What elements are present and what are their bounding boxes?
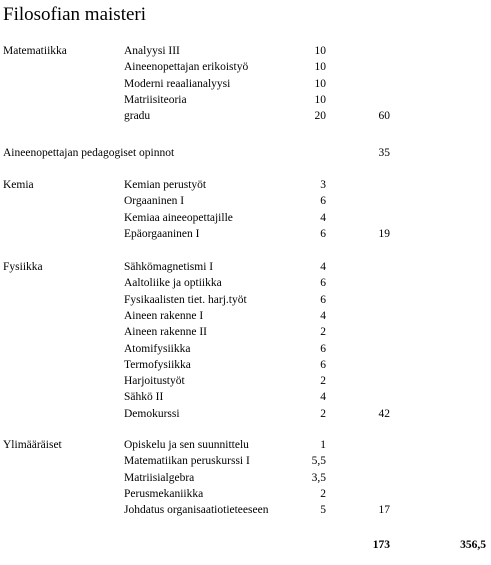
course-name: Sähkömagnetismi I <box>124 261 214 273</box>
course-name: Aineen rakenne I <box>124 310 204 322</box>
course-credits: 4 <box>320 391 326 403</box>
course-name: Kemian perustyöt <box>124 179 207 191</box>
course-credits: 6 <box>320 195 326 207</box>
section-subtotal: 19 <box>378 228 390 240</box>
course-credits: 10 <box>314 78 326 90</box>
course-credits: 5,5 <box>311 455 326 467</box>
course-credits: 4 <box>320 212 326 224</box>
section-name: Ylimääräiset <box>3 439 62 451</box>
course-name: Harjoitustyöt <box>124 375 185 387</box>
course-credits: 10 <box>314 45 326 57</box>
section-subtotal: 17 <box>378 504 390 516</box>
course-credits: 2 <box>320 375 326 387</box>
course-name: Kemiaa aineeopettajille <box>124 212 233 224</box>
credits-grand-total: 356,5 <box>460 539 486 551</box>
course-name: Aineenopettajan erikoistyö <box>124 61 249 73</box>
course-name: Atomifysiikka <box>124 343 191 355</box>
course-name: Aineen rakenne II <box>124 326 208 338</box>
course-name: Matematiikan peruskurssi I <box>124 455 250 467</box>
course-credits: 20 <box>314 110 326 122</box>
course-credits: 3,5 <box>311 472 326 484</box>
course-credits: 2 <box>320 408 326 420</box>
course-credits: 6 <box>320 343 326 355</box>
course-name: Perusmekaniikka <box>124 488 204 500</box>
course-credits: 2 <box>320 488 326 500</box>
section-name: Matematiikka <box>3 45 67 57</box>
course-name: Moderni reaalianalyysi <box>124 78 231 90</box>
course-credits: 10 <box>314 61 326 73</box>
course-credits: 10 <box>314 94 326 106</box>
course-credits: 5 <box>320 504 326 516</box>
course-credits: 4 <box>320 310 326 322</box>
course-name: gradu <box>124 110 151 122</box>
course-credits: 1 <box>320 439 326 451</box>
course-name: Termofysiikka <box>124 359 191 371</box>
section-subtotal: 42 <box>378 408 390 420</box>
course-credits: 2 <box>320 326 326 338</box>
course-name: Matriisialgebra <box>124 472 195 484</box>
course-name: Analyysi III <box>124 45 180 57</box>
section-subtotal: 60 <box>378 110 390 122</box>
course-credits: 6 <box>320 277 326 289</box>
section-name: Aineenopettajan pedagogiset opinnot <box>3 147 175 159</box>
course-name: Demokurssi <box>124 408 180 420</box>
page-title: Filosofian maisteri <box>3 4 147 25</box>
course-name: Johdatus organisaatiotieteeseen <box>124 504 269 516</box>
course-credits: 4 <box>320 261 326 273</box>
course-name: Fysikaalisten tiet. harj.työt <box>124 294 247 306</box>
section-subtotal: 35 <box>378 147 390 159</box>
course-name: Aaltoliike ja optiikka <box>124 277 222 289</box>
course-name: Orgaaninen I <box>124 195 185 207</box>
course-name: Matriisiteoria <box>124 94 187 106</box>
section-name: Fysiikka <box>3 261 43 273</box>
course-credits: 6 <box>320 359 326 371</box>
course-name: Sähkö II <box>124 391 164 403</box>
section-name: Kemia <box>3 179 34 191</box>
course-name: Epäorgaaninen I <box>124 228 200 240</box>
course-credits: 6 <box>320 228 326 240</box>
course-credits: 6 <box>320 294 326 306</box>
course-name: Opiskelu ja sen suunnittelu <box>124 439 249 451</box>
course-credits: 3 <box>320 179 326 191</box>
credits-total: 173 <box>372 539 390 551</box>
